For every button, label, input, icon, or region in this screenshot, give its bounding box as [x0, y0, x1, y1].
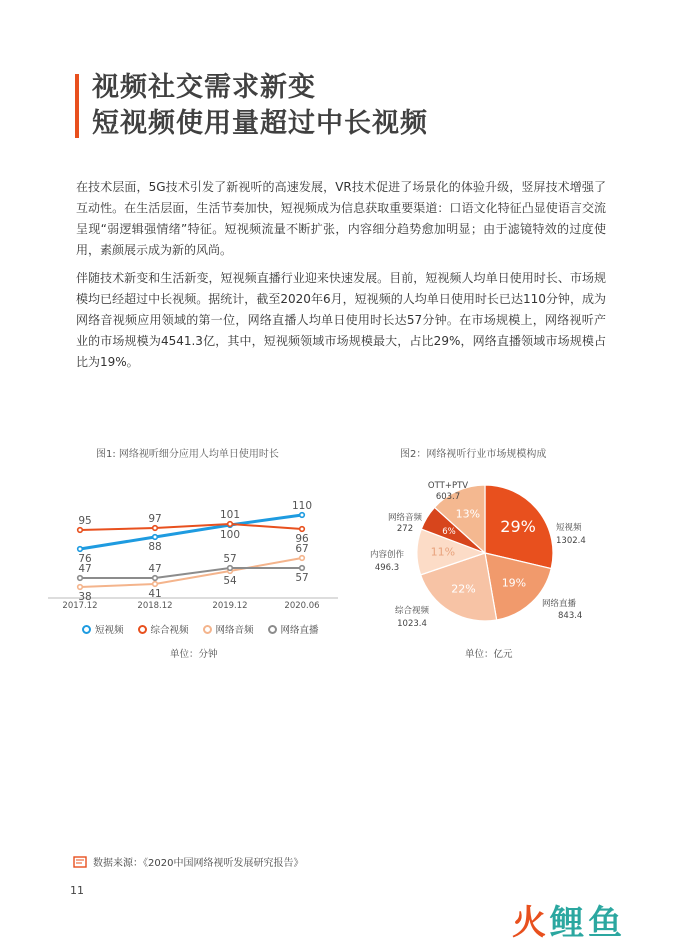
data-label: 110: [291, 500, 313, 512]
series-line: [80, 524, 302, 530]
figure-2-unit: 单位：亿元: [465, 649, 513, 660]
data-label: 67: [295, 543, 309, 555]
data-point: [78, 547, 83, 552]
slice-name-label: 短视频: [556, 523, 582, 533]
data-label: 47: [148, 563, 162, 575]
figure-1-unit: 单位：分钟: [170, 649, 218, 660]
legend-marker: [268, 625, 277, 634]
data-label: 101: [219, 509, 241, 521]
slice-name-label: OTT+PTV: [427, 481, 469, 491]
data-point: [153, 526, 158, 531]
data-label: 54: [223, 575, 237, 587]
logo-part-2: 鲤鱼: [550, 903, 626, 943]
data-point: [300, 556, 305, 561]
line-chart: [40, 475, 340, 610]
paragraph-1: 在技术层面，5G技术引发了新视听的高速发展，VR技术促进了场景化的体验升级，竖屏技术增强了互动性。在生活层面，生活节奏加快，短视频成为信息获取重要渠道：口语文化特征凸显使语言交流呈现“弱逻辑强情绪”特征。短视频流量不断扩张，内容细分趋势愈加明显；由于滤镜特效的过度使用，素颜展示成为新的风尚。: [76, 180, 606, 257]
data-label: 88: [148, 541, 162, 553]
paragraph-2: 伴随技术新变和生活新变，短视频直播行业迎来快速发展。目前，短视频人均单日使用时长、市场规模均已经超过中长视频。据统计，截至2020年6月，短视频的人均单日使用时长已达110分钟，成为网络音视频应用领域的第一位，网络直播人均单日使用时长达57分钟。在市场规模上，网络视听产业的市场规模为4541.3亿，其中，短视频领域市场规模最大，占比29%，网络直播领域市场规模占比为19%。: [76, 271, 606, 369]
legend-label: 网络音频: [215, 625, 254, 636]
data-label: 100: [219, 529, 241, 541]
data-point: [228, 522, 233, 527]
slice-value-label: 1023.4: [397, 619, 427, 629]
data-point: [228, 566, 233, 571]
figure-2-title: 图2：网络视听行业市场规模构成: [400, 449, 547, 460]
data-source-text: 数据来源：《2020中国网络视听发展研究报告》: [93, 858, 304, 869]
slice-value-label: 1302.4: [556, 536, 586, 546]
slice-name-label: 网络音频: [387, 513, 423, 523]
slice-value-label: 603.7: [435, 492, 461, 502]
data-label: 76: [78, 553, 92, 565]
data-source: [73, 854, 303, 869]
data-point: [78, 528, 83, 533]
data-point: [153, 582, 158, 587]
x-tick-label: 2019.12: [212, 601, 248, 610]
legend-label: 网络直播: [280, 625, 319, 636]
data-label: 38: [78, 591, 92, 603]
legend-label: 短视频: [95, 625, 124, 636]
data-point: [300, 513, 305, 518]
data-point: [153, 576, 158, 581]
data-point: [78, 585, 83, 590]
data-point: [153, 535, 158, 540]
series-line: [80, 568, 302, 578]
data-label: 57: [295, 572, 309, 584]
title-line-1: 视频社交需求新变: [92, 72, 316, 103]
data-point: [78, 576, 83, 581]
data-point: [300, 566, 305, 571]
legend-item: [268, 622, 319, 636]
data-label: 96: [295, 533, 309, 545]
legend-marker: [82, 625, 91, 634]
figure-1-title: 图1: 网络视听细分应用人均单日使用时长: [96, 449, 279, 460]
slice-percent-label: 19%: [501, 576, 527, 590]
data-label: 97: [148, 513, 162, 525]
data-point: [300, 527, 305, 532]
slice-name-label: 网络直播: [542, 599, 577, 609]
line-chart-legend: [82, 622, 319, 636]
legend-item: [138, 622, 189, 636]
data-label: 57: [223, 553, 237, 565]
slice-value-label: 843.4: [558, 611, 583, 621]
data-label: 95: [78, 515, 92, 527]
slice-percent-label: 13%: [455, 507, 481, 521]
title-line-2: 短视频使用量超过中长视频: [92, 108, 428, 139]
slice-percent-label: 11%: [430, 545, 456, 559]
title-accent-bar: [75, 74, 79, 138]
legend-item: [82, 622, 124, 636]
legend-label: 综合视频: [150, 625, 189, 636]
slice-percent-label: 22%: [451, 582, 476, 596]
legend-marker: [203, 625, 212, 634]
slice-value-label: 272: [396, 524, 414, 534]
pie-chart: [360, 470, 590, 640]
data-label: 47: [78, 563, 92, 575]
x-tick-label: 2020.06: [284, 601, 320, 610]
data-label: 41: [148, 588, 162, 600]
slice-name-label: 内容创作: [369, 550, 405, 560]
document-icon: [73, 856, 87, 868]
series-line: [80, 515, 302, 549]
x-tick-label: 2018.12: [137, 601, 173, 610]
logo-part-1: 火: [512, 903, 550, 943]
slice-percent-label: 6%: [442, 527, 456, 538]
x-tick-label: 2017.12: [62, 601, 98, 610]
logo: [512, 895, 626, 944]
slice-percent-label: 29%: [500, 516, 536, 536]
page-number: 11: [70, 884, 84, 897]
legend-marker: [138, 625, 147, 634]
page-title: [92, 70, 428, 142]
legend-item: [203, 622, 254, 636]
slice-value-label: 496.3: [374, 563, 400, 573]
slice-name-label: 综合视频: [394, 606, 430, 616]
